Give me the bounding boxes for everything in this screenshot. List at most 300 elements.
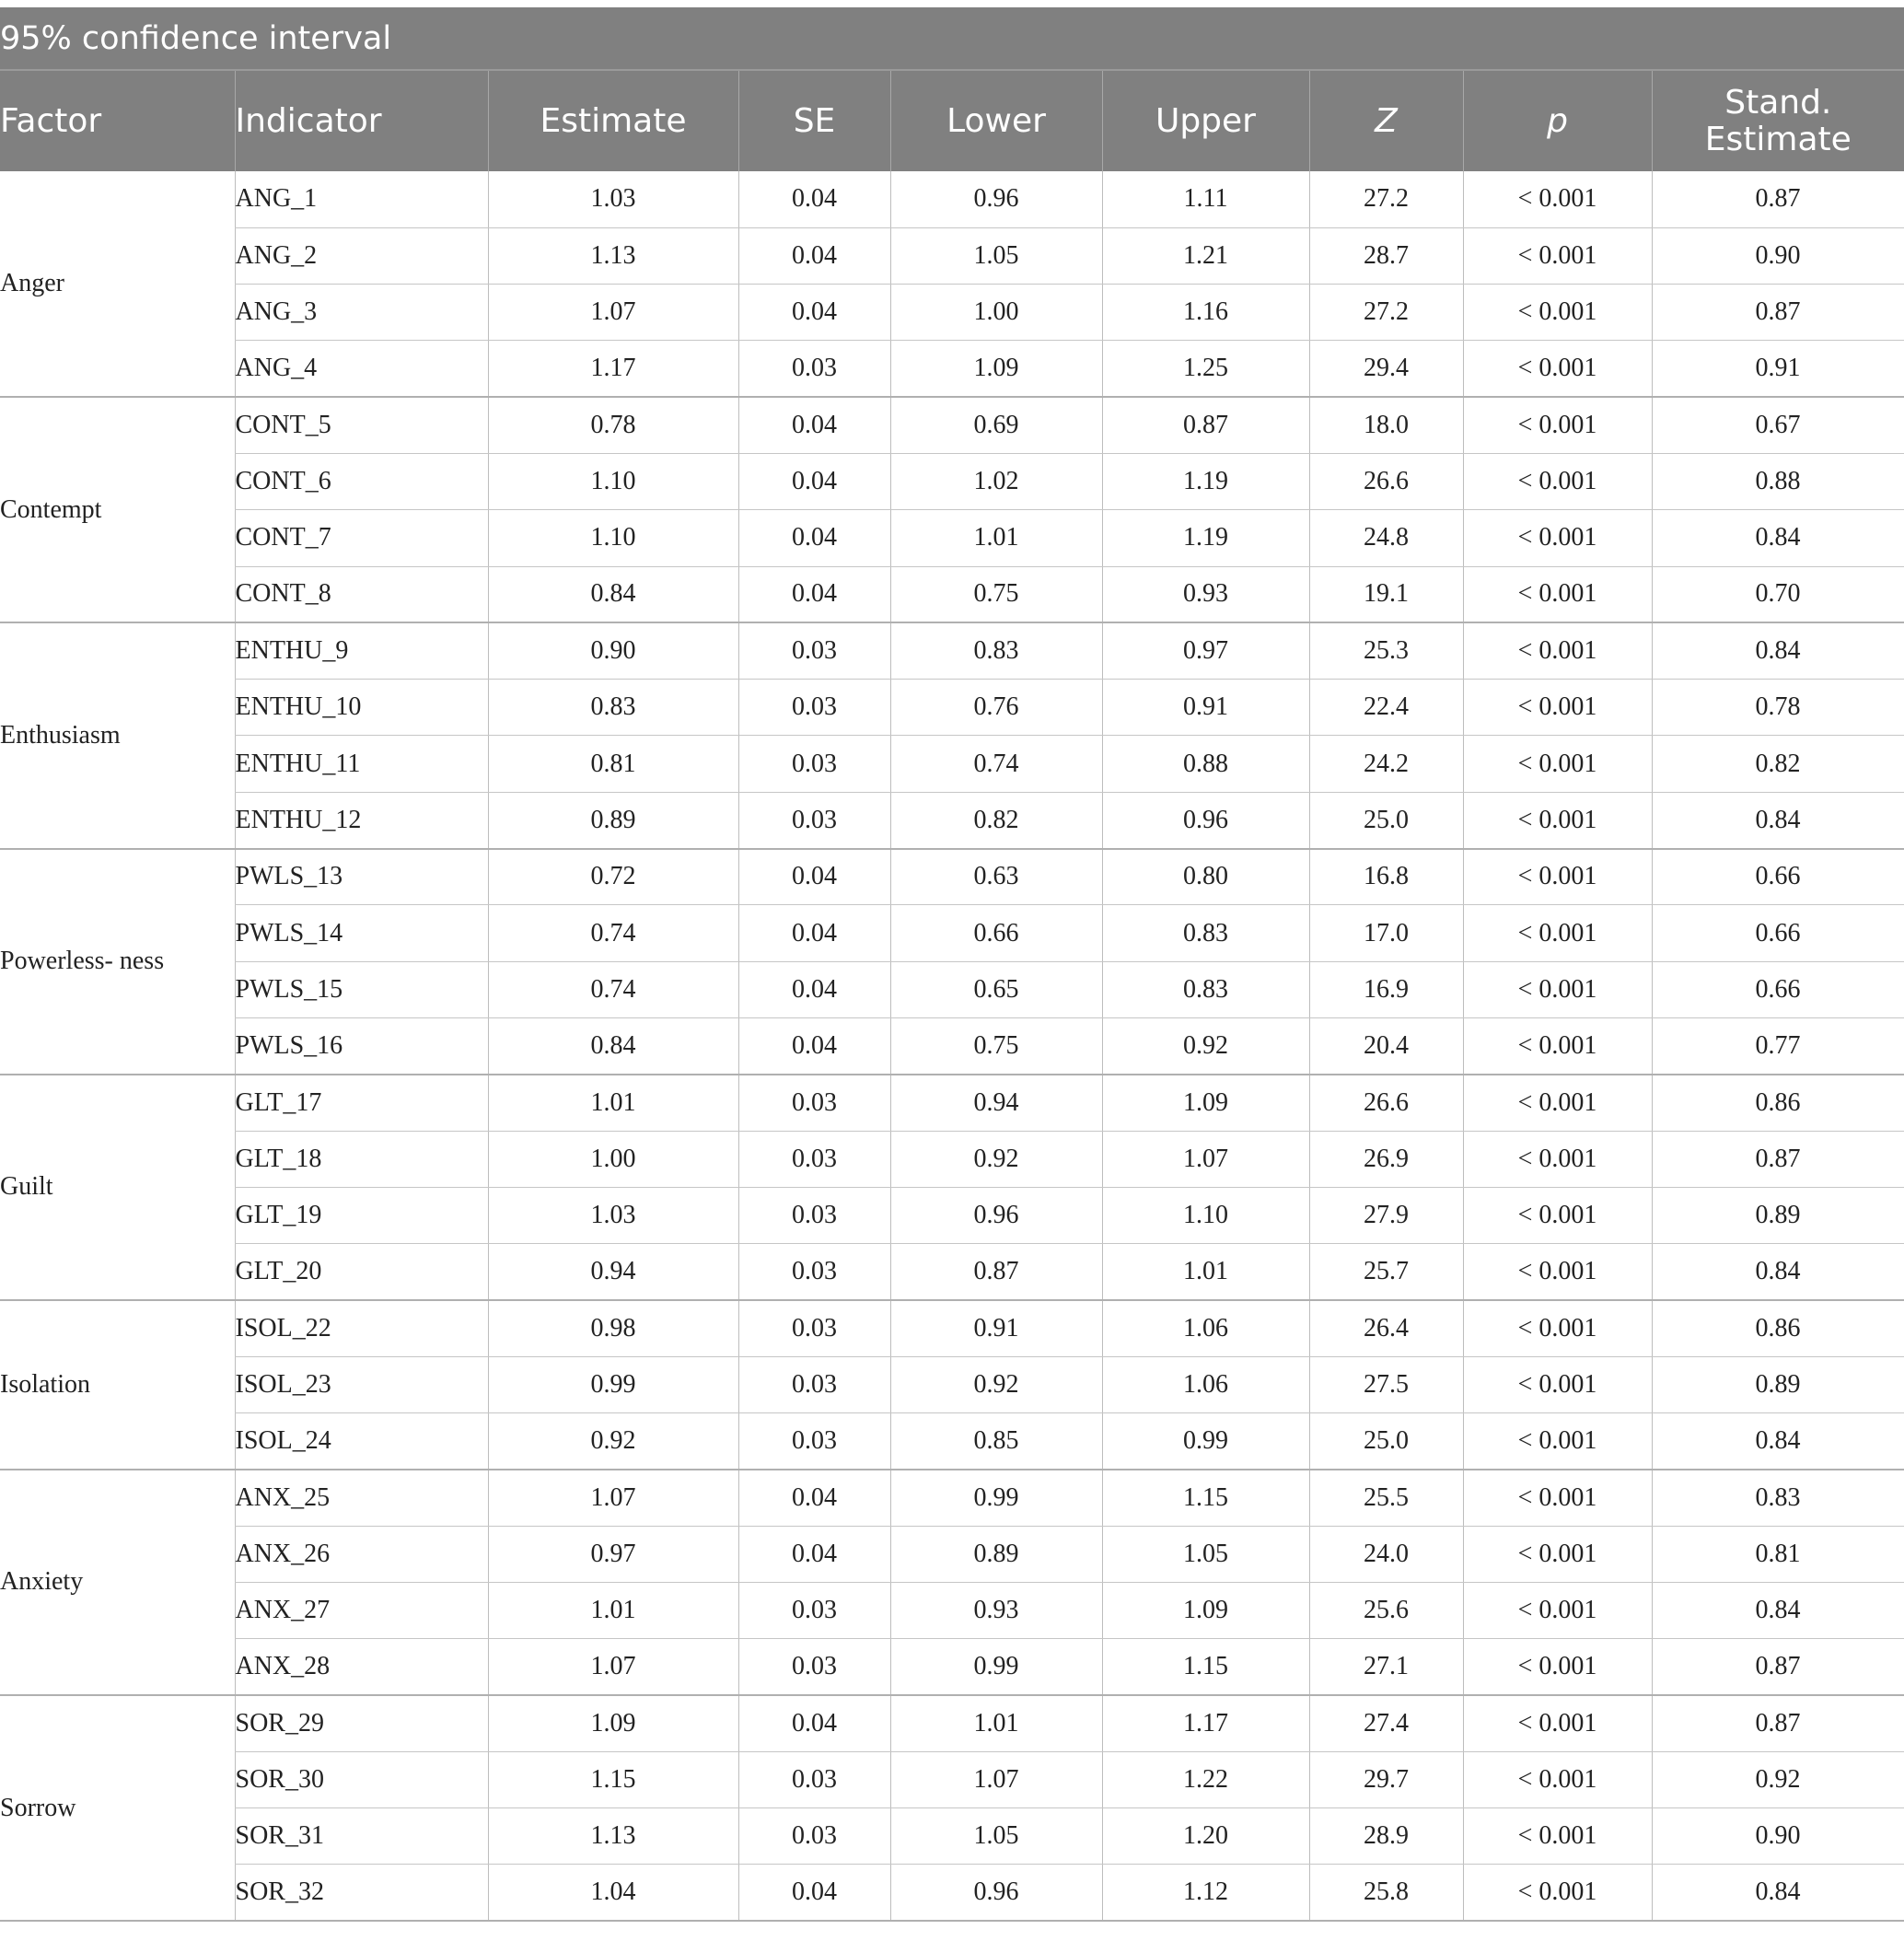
z-cell: 18.0 <box>1309 397 1463 453</box>
lower-cell: 1.01 <box>890 1695 1102 1751</box>
indicator-cell: ANX_28 <box>235 1639 488 1695</box>
p-cell: < 0.001 <box>1463 1639 1652 1695</box>
p-cell: < 0.001 <box>1463 397 1652 453</box>
indicator-cell: SOR_32 <box>235 1865 488 1921</box>
upper-cell: 0.96 <box>1102 792 1309 848</box>
se-cell: 0.03 <box>738 622 890 679</box>
stand-estimate-cell: 0.66 <box>1652 961 1904 1017</box>
estimate-cell: 0.74 <box>488 961 738 1017</box>
z-cell: 27.2 <box>1309 171 1463 227</box>
indicator-cell: ANX_26 <box>235 1526 488 1582</box>
factor-cell: Powerless- ness <box>0 849 235 1075</box>
estimate-cell: 1.07 <box>488 1639 738 1695</box>
p-cell: < 0.001 <box>1463 905 1652 961</box>
upper-cell: 0.83 <box>1102 905 1309 961</box>
estimate-cell: 0.72 <box>488 849 738 905</box>
indicator-cell: GLT_19 <box>235 1187 488 1243</box>
se-cell: 0.04 <box>738 961 890 1017</box>
z-cell: 28.7 <box>1309 227 1463 284</box>
table-row <box>0 1695 1904 1751</box>
header-p <box>1463 70 1652 171</box>
p-cell: < 0.001 <box>1463 510 1652 566</box>
indicator-cell: CONT_8 <box>235 566 488 622</box>
upper-cell: 1.07 <box>1102 1131 1309 1187</box>
upper-cell: 0.93 <box>1102 566 1309 622</box>
se-cell: 0.03 <box>738 1300 890 1356</box>
table-row <box>0 1865 1904 1921</box>
z-cell: 26.6 <box>1309 453 1463 509</box>
stand-estimate-cell: 0.90 <box>1652 227 1904 284</box>
stand-estimate-cell: 0.66 <box>1652 905 1904 961</box>
se-cell: 0.04 <box>738 1526 890 1582</box>
factor-cell: Guilt <box>0 1075 235 1300</box>
table-row <box>0 510 1904 566</box>
upper-cell: 1.19 <box>1102 453 1309 509</box>
upper-cell: 1.16 <box>1102 285 1309 341</box>
indicator-cell: ANG_3 <box>235 285 488 341</box>
estimate-cell: 1.13 <box>488 227 738 284</box>
lower-cell: 0.96 <box>890 1865 1102 1921</box>
caption-row <box>0 7 1904 70</box>
se-cell: 0.04 <box>738 397 890 453</box>
se-cell: 0.04 <box>738 171 890 227</box>
stand-estimate-cell: 0.90 <box>1652 1808 1904 1865</box>
se-cell: 0.04 <box>738 1695 890 1751</box>
table-row <box>0 1751 1904 1807</box>
upper-cell: 0.97 <box>1102 622 1309 679</box>
stand-estimate-cell: 0.70 <box>1652 566 1904 622</box>
table-row <box>0 849 1904 905</box>
factor-cell: Isolation <box>0 1300 235 1470</box>
se-cell: 0.03 <box>738 1187 890 1243</box>
upper-cell: 1.17 <box>1102 1695 1309 1751</box>
table-row <box>0 1582 1904 1638</box>
lower-cell: 0.91 <box>890 1300 1102 1356</box>
indicator-cell: PWLS_14 <box>235 905 488 961</box>
p-cell: < 0.001 <box>1463 227 1652 284</box>
estimate-cell: 0.74 <box>488 905 738 961</box>
table-row <box>0 1356 1904 1412</box>
z-cell: 27.5 <box>1309 1356 1463 1412</box>
lower-cell: 0.75 <box>890 1017 1102 1074</box>
upper-cell: 1.12 <box>1102 1865 1309 1921</box>
se-cell: 0.03 <box>738 680 890 736</box>
header-estimate: Estimate <box>488 70 738 171</box>
p-cell: < 0.001 <box>1463 792 1652 848</box>
se-cell: 0.04 <box>738 453 890 509</box>
p-cell: < 0.001 <box>1463 1470 1652 1526</box>
z-cell: 27.9 <box>1309 1187 1463 1243</box>
lower-cell: 0.75 <box>890 566 1102 622</box>
p-cell: < 0.001 <box>1463 1808 1652 1865</box>
stand-estimate-cell: 0.84 <box>1652 622 1904 679</box>
upper-cell: 0.99 <box>1102 1413 1309 1470</box>
se-cell: 0.03 <box>738 736 890 792</box>
table-row <box>0 792 1904 848</box>
z-cell: 24.8 <box>1309 510 1463 566</box>
z-cell: 17.0 <box>1309 905 1463 961</box>
stand-estimate-cell: 0.88 <box>1652 453 1904 509</box>
table-row <box>0 171 1904 227</box>
factor-cell: Enthusiasm <box>0 622 235 848</box>
indicator-cell: CONT_7 <box>235 510 488 566</box>
lower-cell: 0.65 <box>890 961 1102 1017</box>
z-cell: 25.0 <box>1309 792 1463 848</box>
indicator-cell: GLT_18 <box>235 1131 488 1187</box>
indicator-cell: GLT_17 <box>235 1075 488 1131</box>
factor-cell: Contempt <box>0 397 235 622</box>
estimate-cell: 1.17 <box>488 341 738 397</box>
indicator-cell: CONT_6 <box>235 453 488 509</box>
p-cell: < 0.001 <box>1463 1244 1652 1300</box>
stand-estimate-cell: 0.86 <box>1652 1075 1904 1131</box>
se-cell: 0.03 <box>738 792 890 848</box>
stand-estimate-cell: 0.92 <box>1652 1751 1904 1807</box>
header-z-label: Z <box>1375 101 1398 140</box>
lower-cell: 0.76 <box>890 680 1102 736</box>
z-cell: 22.4 <box>1309 680 1463 736</box>
estimate-cell: 0.89 <box>488 792 738 848</box>
indicator-cell: ENTHU_12 <box>235 792 488 848</box>
p-cell: < 0.001 <box>1463 849 1652 905</box>
header-stand-estimate <box>1652 70 1904 171</box>
indicator-cell: PWLS_13 <box>235 849 488 905</box>
p-cell: < 0.001 <box>1463 961 1652 1017</box>
p-cell: < 0.001 <box>1463 453 1652 509</box>
stand-estimate-cell: 0.84 <box>1652 1582 1904 1638</box>
p-cell: < 0.001 <box>1463 1751 1652 1807</box>
upper-cell: 0.83 <box>1102 961 1309 1017</box>
table-row <box>0 227 1904 284</box>
lower-cell: 1.09 <box>890 341 1102 397</box>
z-cell: 27.2 <box>1309 285 1463 341</box>
lower-cell: 0.89 <box>890 1526 1102 1582</box>
table-row <box>0 1639 1904 1695</box>
stand-estimate-cell: 0.84 <box>1652 1413 1904 1470</box>
z-cell: 24.2 <box>1309 736 1463 792</box>
table-row <box>0 1187 1904 1243</box>
estimate-cell: 0.84 <box>488 566 738 622</box>
se-cell: 0.04 <box>738 849 890 905</box>
upper-cell: 1.15 <box>1102 1470 1309 1526</box>
indicator-cell: SOR_31 <box>235 1808 488 1865</box>
z-cell: 25.3 <box>1309 622 1463 679</box>
se-cell: 0.04 <box>738 285 890 341</box>
estimate-cell: 1.07 <box>488 1470 738 1526</box>
z-cell: 26.6 <box>1309 1075 1463 1131</box>
stand-estimate-cell: 0.87 <box>1652 171 1904 227</box>
p-cell: < 0.001 <box>1463 566 1652 622</box>
indicator-cell: ANG_2 <box>235 227 488 284</box>
table-row <box>0 566 1904 622</box>
upper-cell: 1.01 <box>1102 1244 1309 1300</box>
header-lower: Lower <box>890 70 1102 171</box>
estimate-cell: 1.00 <box>488 1131 738 1187</box>
p-cell: < 0.001 <box>1463 341 1652 397</box>
header-row <box>0 70 1904 171</box>
indicator-cell: ISOL_22 <box>235 1300 488 1356</box>
table-row <box>0 736 1904 792</box>
se-cell: 0.04 <box>738 1470 890 1526</box>
table-row <box>0 453 1904 509</box>
z-cell: 25.6 <box>1309 1582 1463 1638</box>
se-cell: 0.03 <box>738 1808 890 1865</box>
p-cell: < 0.001 <box>1463 285 1652 341</box>
stand-estimate-cell: 0.86 <box>1652 1300 1904 1356</box>
stand-estimate-cell: 0.89 <box>1652 1356 1904 1412</box>
upper-cell: 1.25 <box>1102 341 1309 397</box>
estimate-cell: 1.03 <box>488 1187 738 1243</box>
header-stand-estimate-line1: Stand. <box>1724 83 1832 122</box>
lower-cell: 0.87 <box>890 1244 1102 1300</box>
estimate-cell: 0.92 <box>488 1413 738 1470</box>
estimate-cell: 0.83 <box>488 680 738 736</box>
table-row <box>0 1017 1904 1074</box>
lower-cell: 0.96 <box>890 1187 1102 1243</box>
se-cell: 0.03 <box>738 1413 890 1470</box>
lower-cell: 1.05 <box>890 227 1102 284</box>
upper-cell: 1.15 <box>1102 1639 1309 1695</box>
p-cell: < 0.001 <box>1463 1356 1652 1412</box>
lower-cell: 0.69 <box>890 397 1102 453</box>
estimate-cell: 1.10 <box>488 453 738 509</box>
upper-cell: 1.22 <box>1102 1751 1309 1807</box>
p-cell: < 0.001 <box>1463 680 1652 736</box>
z-cell: 16.9 <box>1309 961 1463 1017</box>
se-cell: 0.04 <box>738 905 890 961</box>
p-cell: < 0.001 <box>1463 1187 1652 1243</box>
se-cell: 0.04 <box>738 510 890 566</box>
estimate-cell: 1.01 <box>488 1582 738 1638</box>
lower-cell: 0.93 <box>890 1582 1102 1638</box>
stand-estimate-cell: 0.84 <box>1652 1244 1904 1300</box>
se-cell: 0.03 <box>738 1075 890 1131</box>
p-cell: < 0.001 <box>1463 1017 1652 1074</box>
se-cell: 0.03 <box>738 1582 890 1638</box>
stand-estimate-cell: 0.89 <box>1652 1187 1904 1243</box>
estimate-cell: 0.94 <box>488 1244 738 1300</box>
factor-cell: Sorrow <box>0 1695 235 1921</box>
stand-estimate-cell: 0.84 <box>1652 1865 1904 1921</box>
p-cell: < 0.001 <box>1463 171 1652 227</box>
table-body <box>0 171 1904 1921</box>
lower-cell: 0.94 <box>890 1075 1102 1131</box>
p-cell: < 0.001 <box>1463 1075 1652 1131</box>
stand-estimate-cell: 0.82 <box>1652 736 1904 792</box>
upper-cell: 0.92 <box>1102 1017 1309 1074</box>
z-cell: 29.4 <box>1309 341 1463 397</box>
table-row <box>0 1075 1904 1131</box>
table-row <box>0 1526 1904 1582</box>
table-row <box>0 622 1904 679</box>
factor-cell: Anger <box>0 171 235 397</box>
se-cell: 0.03 <box>738 1131 890 1187</box>
table-row <box>0 961 1904 1017</box>
p-cell: < 0.001 <box>1463 1413 1652 1470</box>
upper-cell: 1.06 <box>1102 1356 1309 1412</box>
indicator-cell: GLT_20 <box>235 1244 488 1300</box>
estimate-cell: 1.07 <box>488 285 738 341</box>
upper-cell: 1.19 <box>1102 510 1309 566</box>
p-cell: < 0.001 <box>1463 736 1652 792</box>
p-cell: < 0.001 <box>1463 1865 1652 1921</box>
stand-estimate-cell: 0.87 <box>1652 1131 1904 1187</box>
stand-estimate-cell: 0.87 <box>1652 1639 1904 1695</box>
indicator-cell: ENTHU_11 <box>235 736 488 792</box>
indicator-cell: ENTHU_9 <box>235 622 488 679</box>
header-se: SE <box>738 70 890 171</box>
lower-cell: 0.63 <box>890 849 1102 905</box>
table-caption: 95% confidence interval <box>0 7 1904 70</box>
stand-estimate-cell: 0.77 <box>1652 1017 1904 1074</box>
se-cell: 0.03 <box>738 1356 890 1412</box>
table-row <box>0 680 1904 736</box>
upper-cell: 0.80 <box>1102 849 1309 905</box>
z-cell: 27.4 <box>1309 1695 1463 1751</box>
upper-cell: 1.21 <box>1102 227 1309 284</box>
lower-cell: 0.92 <box>890 1131 1102 1187</box>
z-cell: 26.4 <box>1309 1300 1463 1356</box>
z-cell: 27.1 <box>1309 1639 1463 1695</box>
z-cell: 20.4 <box>1309 1017 1463 1074</box>
estimate-cell: 0.98 <box>488 1300 738 1356</box>
lower-cell: 1.02 <box>890 453 1102 509</box>
table-row <box>0 1300 1904 1356</box>
table-row <box>0 341 1904 397</box>
z-cell: 16.8 <box>1309 849 1463 905</box>
p-cell: < 0.001 <box>1463 1582 1652 1638</box>
indicator-cell: CONT_5 <box>235 397 488 453</box>
indicator-cell: SOR_29 <box>235 1695 488 1751</box>
lower-cell: 0.83 <box>890 622 1102 679</box>
lower-cell: 1.00 <box>890 285 1102 341</box>
header-factor: Factor <box>0 70 235 171</box>
estimate-cell: 0.78 <box>488 397 738 453</box>
stand-estimate-cell: 0.78 <box>1652 680 1904 736</box>
estimate-cell: 1.09 <box>488 1695 738 1751</box>
se-cell: 0.03 <box>738 1639 890 1695</box>
estimate-cell: 0.97 <box>488 1526 738 1582</box>
table-row <box>0 1808 1904 1865</box>
table-row <box>0 285 1904 341</box>
lower-cell: 0.66 <box>890 905 1102 961</box>
header-stand-estimate-line2: Estimate <box>1704 120 1852 158</box>
indicator-cell: ISOL_24 <box>235 1413 488 1470</box>
header-indicator: Indicator <box>235 70 488 171</box>
z-cell: 28.9 <box>1309 1808 1463 1865</box>
stand-estimate-cell: 0.87 <box>1652 1695 1904 1751</box>
lower-cell: 0.92 <box>890 1356 1102 1412</box>
z-cell: 19.1 <box>1309 566 1463 622</box>
lower-cell: 1.01 <box>890 510 1102 566</box>
estimate-cell: 0.81 <box>488 736 738 792</box>
stand-estimate-cell: 0.67 <box>1652 397 1904 453</box>
se-cell: 0.03 <box>738 1751 890 1807</box>
indicator-cell: SOR_30 <box>235 1751 488 1807</box>
lower-cell: 0.74 <box>890 736 1102 792</box>
lower-cell: 1.05 <box>890 1808 1102 1865</box>
z-cell: 25.8 <box>1309 1865 1463 1921</box>
lower-cell: 0.99 <box>890 1470 1102 1526</box>
stand-estimate-cell: 0.81 <box>1652 1526 1904 1582</box>
z-cell: 25.0 <box>1309 1413 1463 1470</box>
header-p-label: p <box>1547 101 1568 140</box>
p-cell: < 0.001 <box>1463 622 1652 679</box>
indicator-cell: ANX_25 <box>235 1470 488 1526</box>
se-cell: 0.03 <box>738 341 890 397</box>
upper-cell: 1.05 <box>1102 1526 1309 1582</box>
upper-cell: 1.09 <box>1102 1582 1309 1638</box>
table-row <box>0 905 1904 961</box>
header-z <box>1309 70 1463 171</box>
lower-cell: 0.99 <box>890 1639 1102 1695</box>
estimate-cell: 0.84 <box>488 1017 738 1074</box>
stand-estimate-cell: 0.87 <box>1652 285 1904 341</box>
estimate-cell: 0.90 <box>488 622 738 679</box>
table-row <box>0 1131 1904 1187</box>
se-cell: 0.03 <box>738 1244 890 1300</box>
factor-cell: Anxiety <box>0 1470 235 1695</box>
table-row <box>0 1470 1904 1526</box>
indicator-cell: ANG_4 <box>235 341 488 397</box>
estimate-cell: 1.15 <box>488 1751 738 1807</box>
z-cell: 25.7 <box>1309 1244 1463 1300</box>
lower-cell: 0.96 <box>890 171 1102 227</box>
upper-cell: 1.09 <box>1102 1075 1309 1131</box>
indicator-cell: ANG_1 <box>235 171 488 227</box>
estimate-cell: 1.01 <box>488 1075 738 1131</box>
stand-estimate-cell: 0.66 <box>1652 849 1904 905</box>
se-cell: 0.04 <box>738 1865 890 1921</box>
table-row <box>0 1413 1904 1470</box>
p-cell: < 0.001 <box>1463 1300 1652 1356</box>
upper-cell: 1.11 <box>1102 171 1309 227</box>
se-cell: 0.04 <box>738 1017 890 1074</box>
z-cell: 29.7 <box>1309 1751 1463 1807</box>
upper-cell: 1.20 <box>1102 1808 1309 1865</box>
z-cell: 24.0 <box>1309 1526 1463 1582</box>
indicator-cell: PWLS_15 <box>235 961 488 1017</box>
upper-cell: 0.91 <box>1102 680 1309 736</box>
se-cell: 0.04 <box>738 566 890 622</box>
lower-cell: 1.07 <box>890 1751 1102 1807</box>
upper-cell: 0.87 <box>1102 397 1309 453</box>
table-row <box>0 397 1904 453</box>
estimate-cell: 1.10 <box>488 510 738 566</box>
stand-estimate-cell: 0.83 <box>1652 1470 1904 1526</box>
z-cell: 25.5 <box>1309 1470 1463 1526</box>
loadings-table <box>0 7 1904 1922</box>
p-cell: < 0.001 <box>1463 1526 1652 1582</box>
estimate-cell: 1.13 <box>488 1808 738 1865</box>
estimate-cell: 1.03 <box>488 171 738 227</box>
estimate-cell: 0.99 <box>488 1356 738 1412</box>
stand-estimate-cell: 0.91 <box>1652 341 1904 397</box>
upper-cell: 1.10 <box>1102 1187 1309 1243</box>
p-cell: < 0.001 <box>1463 1131 1652 1187</box>
upper-cell: 0.88 <box>1102 736 1309 792</box>
z-cell: 26.9 <box>1309 1131 1463 1187</box>
p-cell: < 0.001 <box>1463 1695 1652 1751</box>
table-row <box>0 1244 1904 1300</box>
lower-cell: 0.82 <box>890 792 1102 848</box>
stand-estimate-cell: 0.84 <box>1652 510 1904 566</box>
indicator-cell: ENTHU_10 <box>235 680 488 736</box>
header-upper: Upper <box>1102 70 1309 171</box>
estimate-cell: 1.04 <box>488 1865 738 1921</box>
upper-cell: 1.06 <box>1102 1300 1309 1356</box>
indicator-cell: ISOL_23 <box>235 1356 488 1412</box>
